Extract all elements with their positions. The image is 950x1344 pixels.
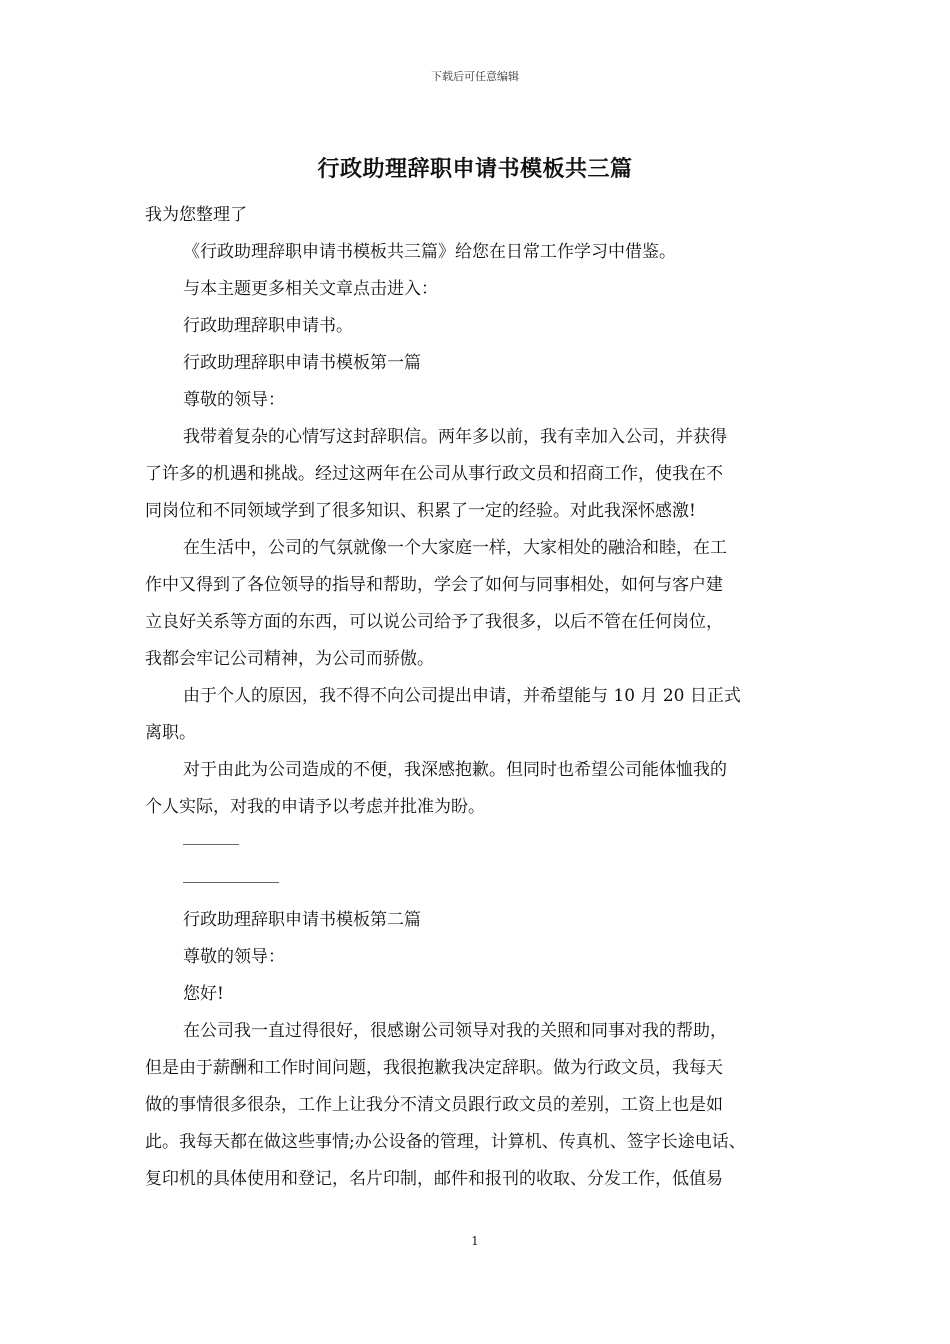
paragraph-line: 作中又得到了各位领导的指导和帮助，学会了如何与同事相处，如何与客户建 bbox=[145, 575, 723, 595]
paragraph-line: 立良好关系等方面的东西，可以说公司给予了我很多，以后不管在任何岗位， bbox=[145, 612, 723, 632]
paragraph-line: 我都会牢记公司精神，为公司而骄傲。 bbox=[145, 649, 434, 669]
header-note: 下载后可任意编辑 bbox=[431, 70, 519, 83]
page-number: 1 bbox=[471, 1234, 479, 1248]
paragraph-line: 同岗位和不同领域学到了很多知识、积累了一定的经验。对此我深怀感激! bbox=[145, 501, 696, 521]
paragraph-line: 由于个人的原因，我不得不向公司提出申请，并希望能与 10 月 20 日正式 bbox=[183, 686, 741, 706]
paragraph-line: 离职。 bbox=[145, 723, 196, 743]
paragraph-line: 在生活中，公司的气氛就像一个大家庭一样，大家相处的融洽和睦，在工 bbox=[183, 538, 727, 558]
separator bbox=[145, 864, 810, 902]
section-heading-2: 行政助理辞职申请书模板第二篇 bbox=[183, 910, 421, 930]
paragraph-line: 做的事情很多很杂，工作上让我分不清文员跟行政文员的差别，工资上也是如 bbox=[145, 1095, 723, 1115]
paragraph-line: 在公司我一直过得很好，很感谢公司领导对我的关照和同事对我的帮助， bbox=[183, 1021, 727, 1041]
paragraph-line: 但是由于薪酬和工作时间问题，我很抱歉我决定辞职。做为行政文员，我每天 bbox=[145, 1058, 723, 1078]
intro-line: 我为您整理了 bbox=[145, 205, 247, 225]
paragraph-line: 此。我每天都在做这些事情;办公设备的管理，计算机、传真机、签字长途电话、 bbox=[145, 1132, 746, 1152]
salutation: 尊敬的领导： bbox=[183, 390, 285, 410]
salutation: 尊敬的领导： bbox=[183, 947, 285, 967]
separator-line bbox=[183, 844, 239, 845]
related-article-link[interactable]: 行政助理辞职申请书。 bbox=[183, 316, 353, 336]
intro-line: 《行政助理辞职申请书模板共三篇》给您在日常工作学习中借鉴。 bbox=[183, 242, 676, 262]
paragraph-line: 我带着复杂的心情写这封辞职信。两年多以前，我有幸加入公司，并获得 bbox=[183, 427, 727, 447]
separator-line bbox=[183, 882, 279, 883]
document-title: 行政助理辞职申请书模板共三篇 bbox=[317, 156, 633, 182]
paragraph-line: 了许多的机遇和挑战。经过这两年在公司从事行政文员和招商工作，使我在不 bbox=[145, 464, 723, 484]
paragraph-line: 个人实际，对我的申请予以考虑并批准为盼。 bbox=[145, 797, 485, 817]
separator bbox=[145, 826, 810, 864]
paragraph-line: 复印机的具体使用和登记，名片印制，邮件和报刊的收取、分发工作，低值易 bbox=[145, 1169, 723, 1189]
document-body bbox=[145, 197, 810, 1198]
greeting: 您好! bbox=[183, 984, 224, 1004]
intro-line: 与本主题更多相关文章点击进入： bbox=[183, 279, 438, 299]
section-heading-1: 行政助理辞职申请书模板第一篇 bbox=[183, 353, 421, 373]
paragraph-line: 对于由此为公司造成的不便，我深感抱歉。但同时也希望公司能体恤我的 bbox=[183, 760, 727, 780]
